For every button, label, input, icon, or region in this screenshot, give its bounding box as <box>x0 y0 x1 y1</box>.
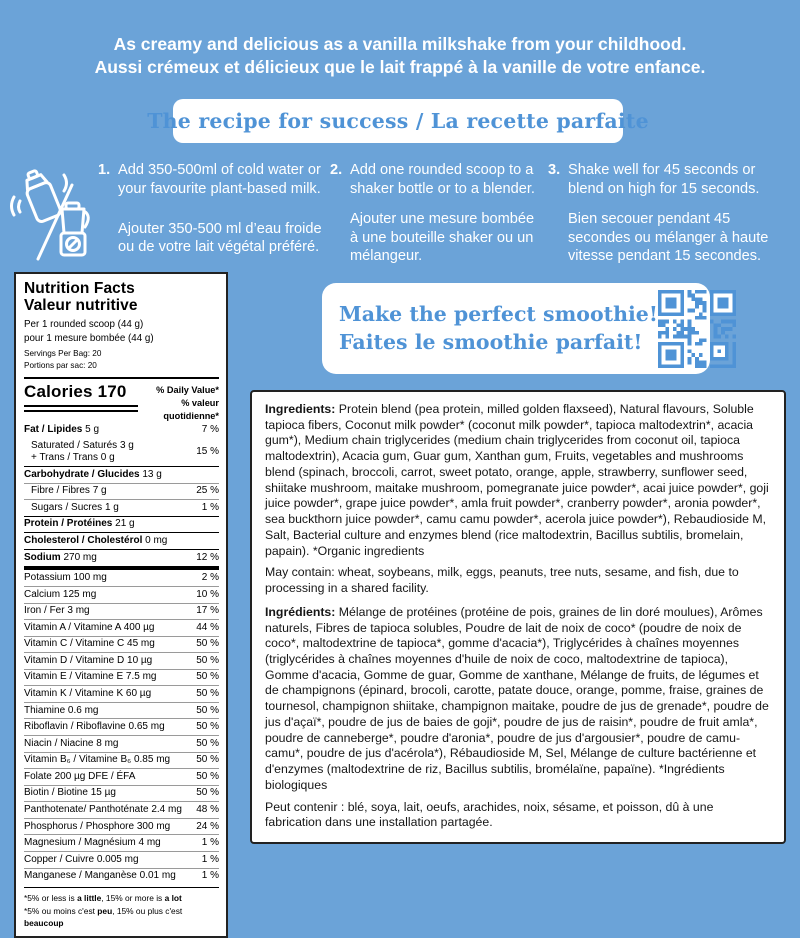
nutrient-row: Manganese / Manganèse 0.01 mg 1 % <box>24 868 219 885</box>
nutrient-row: Saturated / Saturés 3 g + Trans / Trans 0 g 15 % <box>31 439 219 464</box>
servings-per-bag-en: Servings Per Bag: 20 <box>24 348 102 358</box>
nutrient-row: Sugars / Sucres 1 g 1 % <box>24 499 219 516</box>
step-3-number: 3. <box>548 162 561 178</box>
nutrient-row: Vitamin B₆ / Vitamine B₆ 0.85 mg 50 % <box>24 752 219 769</box>
step-1 <box>98 161 330 272</box>
step-1-fr: Ajouter 350-500 ml d’eau froide ou de votre lait végétal préféré. <box>118 220 322 256</box>
nutrient-row: Niacin / Niacine 8 mg 50 % <box>24 735 219 752</box>
footnote-fr: *5% ou moins c'est peu, 15% ou plus c'est beaucoup <box>24 905 183 929</box>
nutrition-facts-panel <box>14 272 228 938</box>
step-2-en: Add one rounded scoop to a shaker bottle or to a blender. <box>350 162 535 197</box>
nutrient-rows <box>24 423 219 884</box>
ingredients-fr-label: Ingrédients: <box>265 604 336 619</box>
step-1-number: 1. <box>98 162 111 178</box>
nutrient-row: Vitamin A / Vitamine A 400 µg 44 % <box>24 619 219 636</box>
ingredients-panel <box>250 390 786 844</box>
nutrient-row: Magnesium / Magnésium 4 mg 1 % <box>24 834 219 851</box>
divider <box>24 377 219 379</box>
nutrient-row: Panthotenate/ Panthoténate 2.4 mg 48 % <box>24 801 219 818</box>
nutrient-row: Vitamin D / Vitamine D 10 µg 50 % <box>24 652 219 669</box>
tagline-fr: Aussi crémeux et délicieux que le lait frappé à la vanille de votre enfance. <box>94 57 706 78</box>
calories-underline <box>24 405 138 412</box>
nutrient-row: Thiamine 0.6 mg 50 % <box>24 702 219 719</box>
smoothie-heading <box>339 301 658 355</box>
nutrient-row: Sodium 270 mg 12 % <box>24 549 219 566</box>
tagline-en: As creamy and delicious as a vanilla milkshake from your childhood. <box>113 34 687 54</box>
nutrient-row: Biotin / Biotine 15 µg 50 % <box>24 785 219 802</box>
recipe-heading: The recipe for success / La recette parfaite <box>147 109 649 133</box>
ingredients-en-label: Ingredients: <box>265 402 336 416</box>
nutrient-row: Copper / Cuivre 0.005 mg 1 % <box>24 851 219 868</box>
step-2 <box>330 161 548 272</box>
nutrient-row: Riboflavin / Riboflavine 0.65 mg 50 % <box>24 718 219 735</box>
step-3-en: Shake well for 45 seconds or blend on high for 15 seconds. <box>568 162 760 197</box>
smoothie-banner <box>322 283 710 374</box>
serving-size-fr: pour 1 mesure bombée (44 g) <box>24 332 154 344</box>
nutrient-row: Vitamin C / Vitamine C 45 mg 50 % <box>24 636 219 653</box>
daily-value-header-fr: % valeur quotidienne* <box>163 397 219 421</box>
nutrient-row: Protein / Protéines 21 g <box>24 516 219 533</box>
smoothie-heading-fr: Faites le smoothie parfait! <box>339 329 643 354</box>
qr-code-icon <box>658 290 736 368</box>
shaker-icon <box>20 167 62 223</box>
step-3 <box>548 161 800 272</box>
servings-per-bag-fr: Portions par sac: 20 <box>24 360 97 370</box>
nutrient-row: Calcium 125 mg 10 % <box>24 586 219 603</box>
serving-size-en: Per 1 rounded scoop (44 g) <box>24 319 144 331</box>
tagline <box>0 33 800 80</box>
peut-contenir: Peut contenir : blé, soya, lait, oeufs, arachides, noix, sésame, et poisson, dû à une fabrication dans une installation partagée. <box>265 799 714 830</box>
nutrient-row: Fat / Lipides 5 g 7 % <box>24 424 219 436</box>
shaker-blender-icon <box>6 161 98 272</box>
nutrient-row: Fibre / Fibres 7 g 25 % <box>24 483 219 500</box>
may-contain: May contain: wheat, soybeans, milk, eggs, peanuts, tree nuts, sesame, and fish, due to processing in a shared facility. <box>265 565 739 596</box>
nutrient-row: Potassium 100 mg 2 % <box>24 566 219 586</box>
nutrient-row: Vitamin K / Vitamine K 60 µg 50 % <box>24 685 219 702</box>
preparation-steps <box>6 161 800 272</box>
step-1-en: Add 350-500ml of cold water or your favourite plant-based milk. <box>118 162 321 197</box>
smoothie-heading-en: Make the perfect smoothie! <box>339 302 658 327</box>
nutrient-row: Vitamin E / Vitamine E 7.5 mg 50 % <box>24 669 219 686</box>
step-3-fr: Bien secouer pendant 45 secondes ou mélanger à haute vitesse pendant 15 secondes. <box>568 211 769 265</box>
nutrition-title-fr: Valeur nutritive <box>24 297 138 315</box>
step-2-number: 2. <box>330 162 343 178</box>
daily-value-header-en: % Daily Value* <box>156 385 219 396</box>
ingredients-en: Ingredients: Protein blend (pea protein, milled golden flaxseed), Natural flavours, Soluble tapioca fibers, Coconut milk powder* (coconut milk powder*, tapioca maltodextrin*, acacia gum*), Medium chain triglycerides (medium chain triglycerides from coconut oil, tapioca maltodextrin), Acacia gum, Guar gum, Xanthan gum, Fruits, vegetables and mushrooms blend (spinach, broccoli, carrot, sweet potato, orange, apple, strawberry, sunflower seed, shiitake mushroom, maitake mushroom, pomegranate juice powder*, acai juice powder*, goji juice powder*, grape juice powder*, amla fruit powder*, cranberry powder*, aronia powder*, sea buckthorn juice powder*, camu camu powder*, acerola juice powder*), Rebaudioside M, Salt, Bacterial culture and enzymes blend (rice maltodextrin, Bacillus subtilis, bromelain, papain). *Organic ingredients <box>265 402 769 558</box>
nutrient-row: Phosphorus / Phosphore 300 mg 24 % <box>24 818 219 835</box>
nutrient-row: Carbohydrate / Glucides 13 g <box>24 466 219 483</box>
nutrient-row: Cholesterol / Cholestérol 0 mg <box>24 532 219 549</box>
recipe-heading-box <box>147 99 649 143</box>
nutrition-title-en: Nutrition Facts <box>24 280 135 297</box>
calories: Calories 170 <box>24 382 127 402</box>
nutrient-row: Iron / Fer 3 mg 17 % <box>24 603 219 620</box>
step-2-fr: Ajouter une mesure bombée à une bouteille shaker ou un mélangeur. <box>350 211 535 265</box>
footnote-en: *5% or less is a little, 15% or more is a lot <box>24 893 182 904</box>
footnote <box>24 887 219 930</box>
ingredients-fr: Ingrédients: Mélange de protéines (protéine de pois, graines de lin doré moulues), Arômes naturels, Fibres de tapioca solubles, Poudre de lait de noix de coco* (poudre de noix de coco*, maltodextrine de tapioca*, gomme d'acacia*), Triglycérides à chaînes moyennes (triglycérides à chaînes moyennes d'huile de noix de coco, maltodextrine de tapioca), Gomme d'acacia, Gomme de guar, Gomme de xanthane, Mélange de fruits, de légumes et de champignons (épinard, brocoli, carotte, patate douce, orange, pomme, fraise, graines de tournesol, champignon shiitake, champignon maitake, poudre de jus de grenade*, poudre de jus d'açaï*, poudre de jus de baies de goji*, poudre de jus de raisin*, poudre de fruit amla*, poudre de canneberge*, poudre d'aronia*, poudre de jus d'argousier*, poudre de camu-camu*, poudre de jus d'acérola*), Rébaudioside M, Sel, Mélange de culture bactérienne et d'enzymes (maltodextrine de riz, Bacillus subtilis, bromélaïne, papaïne). *Ingrédients biologiques <box>265 604 769 792</box>
nutrient-row: Folate 200 µg DFE / ÉFA 50 % <box>24 768 219 785</box>
blender-icon <box>61 203 88 255</box>
